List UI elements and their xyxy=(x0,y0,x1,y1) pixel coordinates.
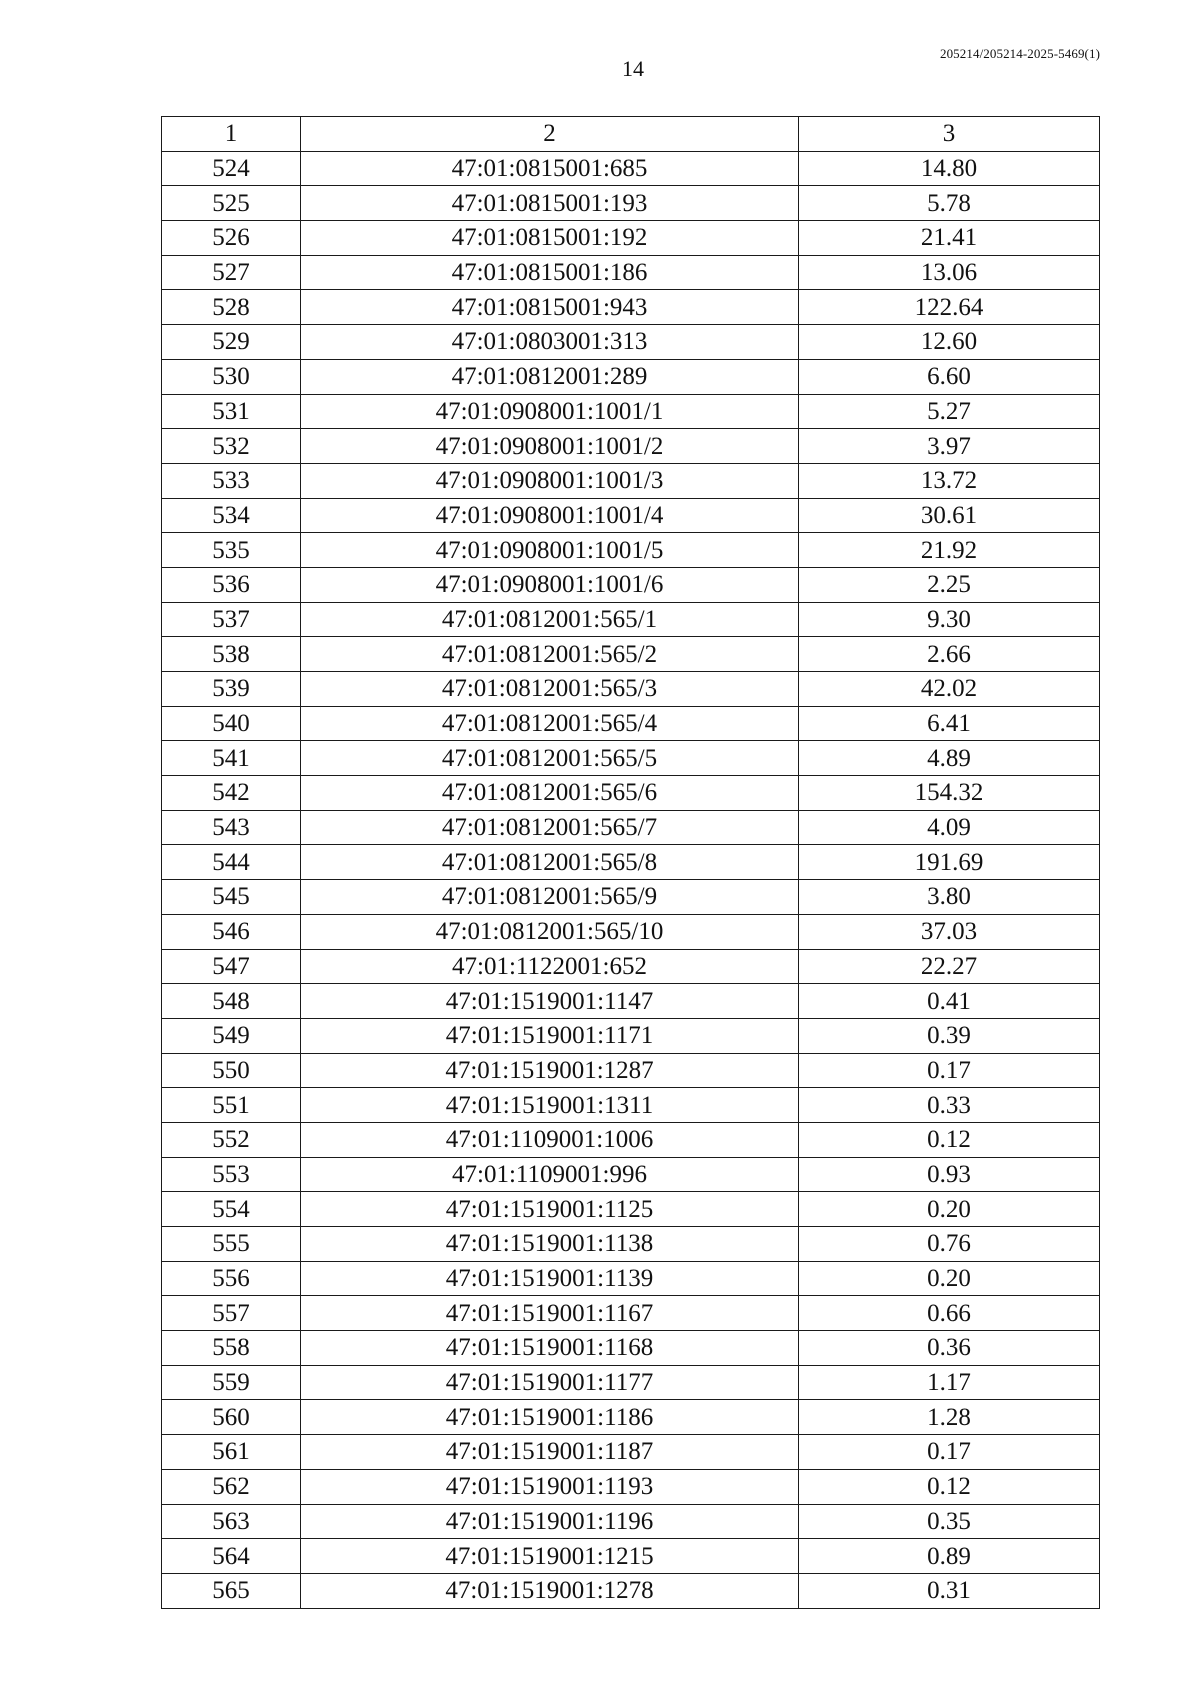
value-cell: 42.02 xyxy=(799,672,1100,707)
value-cell: 0.41 xyxy=(799,984,1100,1019)
value-cell: 0.20 xyxy=(799,1192,1100,1227)
cadastral-number-cell: 47:01:0812001:565/5 xyxy=(301,741,799,776)
value-cell: 0.12 xyxy=(799,1122,1100,1157)
value-cell: 2.25 xyxy=(799,567,1100,602)
value-cell: 21.41 xyxy=(799,221,1100,256)
table-row xyxy=(162,325,1100,360)
cadastral-number-cell: 47:01:0908001:1001/5 xyxy=(301,533,799,568)
cadastral-number-cell: 47:01:0812001:565/1 xyxy=(301,602,799,637)
value-cell: 0.12 xyxy=(799,1469,1100,1504)
row-number-cell: 543 xyxy=(162,810,301,845)
cadastral-number-cell: 47:01:0815001:685 xyxy=(301,151,799,186)
cadastral-number-cell: 47:01:0812001:565/8 xyxy=(301,845,799,880)
row-number-cell: 545 xyxy=(162,880,301,915)
value-cell: 0.35 xyxy=(799,1504,1100,1539)
value-cell: 13.06 xyxy=(799,255,1100,290)
value-cell: 0.39 xyxy=(799,1018,1100,1053)
cadastral-number-cell: 47:01:1519001:1168 xyxy=(301,1331,799,1366)
value-cell: 122.64 xyxy=(799,290,1100,325)
value-cell: 2.66 xyxy=(799,637,1100,672)
row-number-cell: 560 xyxy=(162,1400,301,1435)
table-row xyxy=(162,1296,1100,1331)
value-cell: 0.31 xyxy=(799,1573,1100,1608)
cadastral-number-cell: 47:01:0815001:192 xyxy=(301,221,799,256)
value-cell: 14.80 xyxy=(799,151,1100,186)
document-reference: 205214/205214-2025-5469(1) xyxy=(939,46,1100,61)
value-cell: 9.30 xyxy=(799,602,1100,637)
row-number-cell: 529 xyxy=(162,325,301,360)
row-number-cell: 535 xyxy=(162,533,301,568)
data-table xyxy=(161,116,1100,1609)
value-cell: 0.66 xyxy=(799,1296,1100,1331)
table-row xyxy=(162,1331,1100,1366)
column-header: 3 xyxy=(799,117,1100,152)
value-cell: 0.20 xyxy=(799,1261,1100,1296)
row-number-cell: 540 xyxy=(162,706,301,741)
column-header: 2 xyxy=(301,117,799,152)
row-number-cell: 556 xyxy=(162,1261,301,1296)
table-row xyxy=(162,810,1100,845)
value-cell: 3.80 xyxy=(799,880,1100,915)
value-cell: 154.32 xyxy=(799,776,1100,811)
cadastral-number-cell: 47:01:1519001:1287 xyxy=(301,1053,799,1088)
table-row xyxy=(162,672,1100,707)
value-cell: 1.28 xyxy=(799,1400,1100,1435)
cadastral-number-cell: 47:01:0812001:565/3 xyxy=(301,672,799,707)
value-cell: 30.61 xyxy=(799,498,1100,533)
table-row xyxy=(162,1573,1100,1608)
table-row xyxy=(162,1261,1100,1296)
row-number-cell: 546 xyxy=(162,914,301,949)
table-row xyxy=(162,151,1100,186)
row-number-cell: 528 xyxy=(162,290,301,325)
table-row xyxy=(162,290,1100,325)
cadastral-number-cell: 47:01:0812001:565/2 xyxy=(301,637,799,672)
table-row xyxy=(162,1539,1100,1574)
table-row xyxy=(162,880,1100,915)
value-cell: 22.27 xyxy=(799,949,1100,984)
row-number-cell: 533 xyxy=(162,463,301,498)
table-body xyxy=(162,151,1100,1608)
cadastral-number-cell: 47:01:0815001:193 xyxy=(301,186,799,221)
value-cell: 1.17 xyxy=(799,1365,1100,1400)
cadastral-number-cell: 47:01:0812001:565/7 xyxy=(301,810,799,845)
table-row xyxy=(162,741,1100,776)
value-cell: 4.09 xyxy=(799,810,1100,845)
table-row xyxy=(162,1365,1100,1400)
page-number: 14 xyxy=(622,56,644,81)
value-cell: 0.76 xyxy=(799,1227,1100,1262)
table-row xyxy=(162,1469,1100,1504)
row-number-cell: 557 xyxy=(162,1296,301,1331)
row-number-cell: 547 xyxy=(162,949,301,984)
cadastral-number-cell: 47:01:1519001:1193 xyxy=(301,1469,799,1504)
cadastral-number-cell: 47:01:1519001:1215 xyxy=(301,1539,799,1574)
cadastral-number-cell: 47:01:1519001:1196 xyxy=(301,1504,799,1539)
cadastral-number-cell: 47:01:1519001:1125 xyxy=(301,1192,799,1227)
table-row xyxy=(162,1400,1100,1435)
cadastral-number-cell: 47:01:1519001:1311 xyxy=(301,1088,799,1123)
table-row xyxy=(162,1088,1100,1123)
table-row xyxy=(162,914,1100,949)
table-row xyxy=(162,1435,1100,1470)
value-cell: 3.97 xyxy=(799,429,1100,464)
row-number-cell: 564 xyxy=(162,1539,301,1574)
value-cell: 37.03 xyxy=(799,914,1100,949)
cadastral-number-cell: 47:01:0908001:1001/2 xyxy=(301,429,799,464)
cadastral-number-cell: 47:01:0908001:1001/6 xyxy=(301,567,799,602)
table-row xyxy=(162,1018,1100,1053)
cadastral-number-cell: 47:01:0812001:565/10 xyxy=(301,914,799,949)
value-cell: 21.92 xyxy=(799,533,1100,568)
row-number-cell: 549 xyxy=(162,1018,301,1053)
row-number-cell: 538 xyxy=(162,637,301,672)
row-number-cell: 539 xyxy=(162,672,301,707)
value-cell: 6.60 xyxy=(799,359,1100,394)
row-number-cell: 532 xyxy=(162,429,301,464)
row-number-cell: 561 xyxy=(162,1435,301,1470)
cadastral-number-cell: 47:01:0815001:186 xyxy=(301,255,799,290)
value-cell: 4.89 xyxy=(799,741,1100,776)
cadastral-number-cell: 47:01:0812001:565/9 xyxy=(301,880,799,915)
row-number-cell: 559 xyxy=(162,1365,301,1400)
cadastral-number-cell: 47:01:1519001:1186 xyxy=(301,1400,799,1435)
row-number-cell: 541 xyxy=(162,741,301,776)
table-row xyxy=(162,1157,1100,1192)
row-number-cell: 530 xyxy=(162,359,301,394)
table-row xyxy=(162,1192,1100,1227)
row-number-cell: 542 xyxy=(162,776,301,811)
cadastral-number-cell: 47:01:0812001:565/4 xyxy=(301,706,799,741)
value-cell: 0.17 xyxy=(799,1053,1100,1088)
row-number-cell: 562 xyxy=(162,1469,301,1504)
value-cell: 12.60 xyxy=(799,325,1100,360)
table-row xyxy=(162,1122,1100,1157)
cadastral-number-cell: 47:01:1519001:1138 xyxy=(301,1227,799,1262)
value-cell: 0.33 xyxy=(799,1088,1100,1123)
row-number-cell: 531 xyxy=(162,394,301,429)
value-cell: 5.27 xyxy=(799,394,1100,429)
value-cell: 0.93 xyxy=(799,1157,1100,1192)
row-number-cell: 534 xyxy=(162,498,301,533)
table-row xyxy=(162,602,1100,637)
table-row xyxy=(162,1053,1100,1088)
row-number-cell: 527 xyxy=(162,255,301,290)
cadastral-number-cell: 47:01:1519001:1278 xyxy=(301,1573,799,1608)
table-row xyxy=(162,567,1100,602)
row-number-cell: 525 xyxy=(162,186,301,221)
cadastral-number-cell: 47:01:0908001:1001/4 xyxy=(301,498,799,533)
cadastral-number-cell: 47:01:0908001:1001/1 xyxy=(301,394,799,429)
row-number-cell: 558 xyxy=(162,1331,301,1366)
table-row xyxy=(162,1504,1100,1539)
table-row xyxy=(162,221,1100,256)
cadastral-number-cell: 47:01:1122001:652 xyxy=(301,949,799,984)
table-row xyxy=(162,498,1100,533)
table-row xyxy=(162,845,1100,880)
cadastral-number-cell: 47:01:0908001:1001/3 xyxy=(301,463,799,498)
value-cell: 6.41 xyxy=(799,706,1100,741)
cadastral-number-cell: 47:01:1519001:1177 xyxy=(301,1365,799,1400)
table-row xyxy=(162,706,1100,741)
table-row xyxy=(162,359,1100,394)
row-number-cell: 526 xyxy=(162,221,301,256)
table-row xyxy=(162,1227,1100,1262)
table-row xyxy=(162,984,1100,1019)
table-row xyxy=(162,776,1100,811)
row-number-cell: 536 xyxy=(162,567,301,602)
table-row xyxy=(162,463,1100,498)
cadastral-number-cell: 47:01:0803001:313 xyxy=(301,325,799,360)
table-row xyxy=(162,429,1100,464)
row-number-cell: 544 xyxy=(162,845,301,880)
value-cell: 0.17 xyxy=(799,1435,1100,1470)
row-number-cell: 551 xyxy=(162,1088,301,1123)
row-number-cell: 550 xyxy=(162,1053,301,1088)
cadastral-number-cell: 47:01:1109001:1006 xyxy=(301,1122,799,1157)
cadastral-number-cell: 47:01:1519001:1147 xyxy=(301,984,799,1019)
cadastral-number-cell: 47:01:0812001:565/6 xyxy=(301,776,799,811)
cadastral-number-cell: 47:01:1519001:1171 xyxy=(301,1018,799,1053)
cadastral-number-cell: 47:01:1519001:1167 xyxy=(301,1296,799,1331)
table-row xyxy=(162,255,1100,290)
value-cell: 0.89 xyxy=(799,1539,1100,1574)
cadastral-number-cell: 47:01:0812001:289 xyxy=(301,359,799,394)
data-table-container xyxy=(161,116,1100,1609)
cadastral-number-cell: 47:01:1519001:1187 xyxy=(301,1435,799,1470)
table-row xyxy=(162,637,1100,672)
cadastral-number-cell: 47:01:1519001:1139 xyxy=(301,1261,799,1296)
row-number-cell: 555 xyxy=(162,1227,301,1262)
table-row xyxy=(162,394,1100,429)
row-number-cell: 552 xyxy=(162,1122,301,1157)
row-number-cell: 565 xyxy=(162,1573,301,1608)
column-header: 1 xyxy=(162,117,301,152)
row-number-cell: 548 xyxy=(162,984,301,1019)
value-cell: 5.78 xyxy=(799,186,1100,221)
table-row xyxy=(162,186,1100,221)
table-header-row xyxy=(162,117,1100,152)
row-number-cell: 563 xyxy=(162,1504,301,1539)
row-number-cell: 537 xyxy=(162,602,301,637)
value-cell: 13.72 xyxy=(799,463,1100,498)
row-number-cell: 554 xyxy=(162,1192,301,1227)
value-cell: 0.36 xyxy=(799,1331,1100,1366)
cadastral-number-cell: 47:01:0815001:943 xyxy=(301,290,799,325)
value-cell: 191.69 xyxy=(799,845,1100,880)
row-number-cell: 553 xyxy=(162,1157,301,1192)
row-number-cell: 524 xyxy=(162,151,301,186)
cadastral-number-cell: 47:01:1109001:996 xyxy=(301,1157,799,1192)
table-row xyxy=(162,949,1100,984)
table-row xyxy=(162,533,1100,568)
